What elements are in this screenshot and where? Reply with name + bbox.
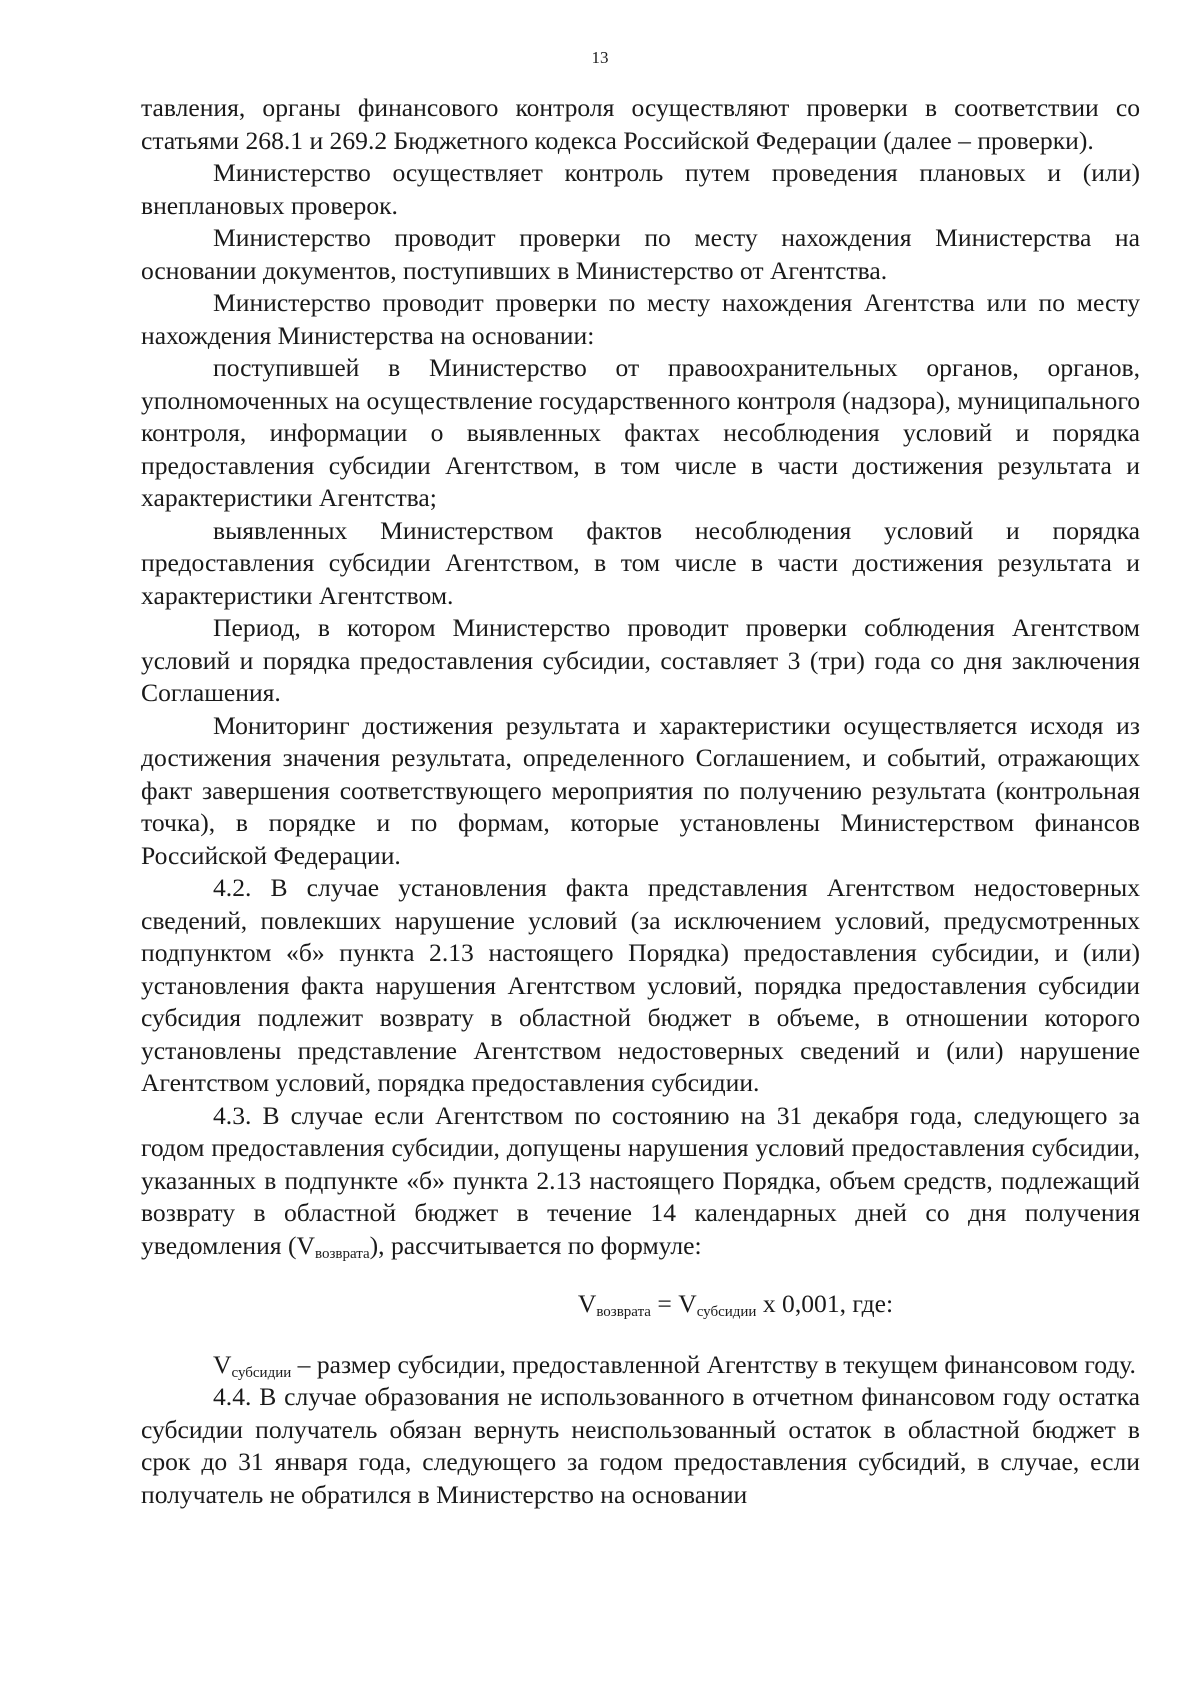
definition-sub: субсидии [231, 1364, 292, 1381]
paragraph: Министерство осуществляет контроль путем проведения плановых и (или) внеплановых проверок. [141, 158, 1140, 220]
formula-sub1: возврата [596, 1304, 651, 1320]
formula-sub2: субсидии [696, 1304, 757, 1320]
paragraph-4-2: 4.2. В случае установления факта представления Агентством недостоверных сведений, повлекших нарушение условий (за исключением условий, предусмотренных подпунктом «б» пункта 2.13 настоящего Порядка) предоставления субсидии, и (или) установления факта нарушения Агентством условий, порядка предоставления субсидии субсидия подлежит возврату в областной бюджет в объеме, в отношении которого установлены представление Агентством недостоверных сведений и (или) нарушение Агентством условий, порядка предоставления субсидии. [141, 873, 1140, 1097]
paragraph: Министерство проводит проверки по месту нахождения Агентства или по месту нахождения Министерства на основании: [141, 288, 1140, 350]
definition-text: – размер субсидии, предоставленной Агентству в текущем финансовом году. [291, 1349, 1136, 1379]
paragraph: Мониторинг достижения результата и характеристики осуществляется исходя из достижения значения результата, определенного Соглашением, и событий, отражающих факт завершения соответствующего мероприятия по получению результата (контрольная точка), в порядке и по формам, которые установлены Министерством финансов Российской Федерации. [141, 710, 1140, 870]
subscript: возврата [314, 1245, 370, 1262]
paragraph-4-3 [141, 1100, 1140, 1263]
formula-eq: = V [650, 1289, 697, 1318]
formula-definition [141, 1349, 1140, 1382]
formula-v1: V [577, 1289, 597, 1318]
definition-v: V [213, 1349, 232, 1379]
formula [141, 1288, 1140, 1321]
paragraph: выявленных Министерством фактов несоблюдения условий и порядка предоставления субсидии Агентством, в том числе в части достижения результата и характеристики Агентством. [141, 515, 1140, 610]
paragraph-4-3-text: 4.3. В случае если Агентством по состоянию на 31 декабря года, следующего за годом предоставления субсидии, допущены нарушения условий предоставления субсидии, указанных в подпункте «б» пункта 2.13 настоящего Порядка, объем средств, подлежащий возврату в областной бюджет в течение 14 календарных дней со дня получения уведомления (V [141, 1100, 1140, 1260]
document-body [141, 92, 1140, 1511]
paragraph: поступившей в Министерство от правоохранительных органов, органов, уполномоченных на осуществление государственного контроля (надзора), муниципального контроля, информации о выявленных фактах несоблюдения условий и порядка предоставления субсидии Агентством, в том числе в части достижения результата и характеристики Агентства; [141, 353, 1140, 512]
paragraph: Министерство проводит проверки по месту нахождения Министерства на основании документов, поступивших в Министерство от Агентства. [141, 223, 1140, 285]
paragraph-4-4: 4.4. В случае образования не использованного в отчетном финансовом году остатка субсидии получатель обязан вернуть неиспользованный остаток в областной бюджет в срок до 31 января года, следующего за годом предоставления субсидий, в случае, если получатель не обратился в Министерство на основании [141, 1382, 1140, 1509]
formula-rest: х 0,001, где: [756, 1289, 894, 1318]
paragraph-4-3-tail: ), рассчитывается по формуле: [369, 1230, 702, 1260]
page-number: 13 [591, 48, 609, 67]
paragraph: тавления, органы финансового контроля осуществляют проверки в соответствии со статьями 268.1 и 269.2 Бюджетного кодекса Российской Федерации (далее – проверки). [141, 93, 1140, 155]
paragraph: Период, в котором Министерство проводит проверки соблюдения Агентством условий и порядка предоставления субсидии, составляет 3 (три) года со дня заключения Соглашения. [141, 613, 1140, 707]
